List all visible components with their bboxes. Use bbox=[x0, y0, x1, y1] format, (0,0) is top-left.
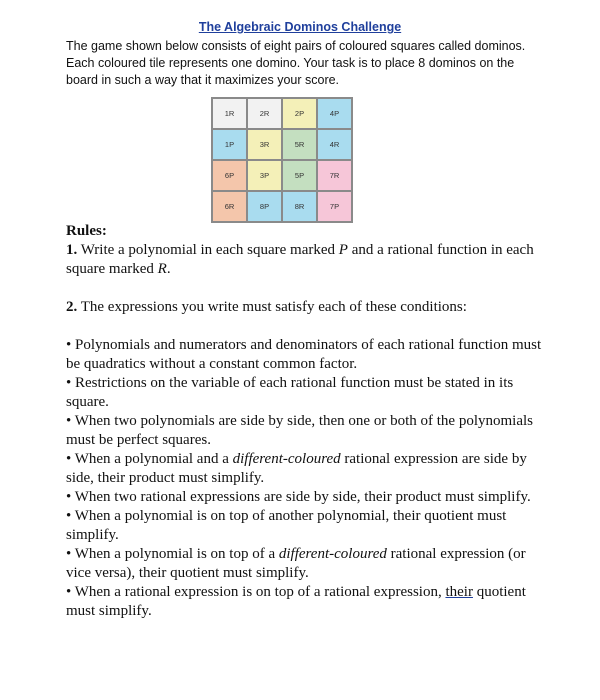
rule-2-text: The expressions you write must satisfy each of these conditions: bbox=[80, 299, 467, 315]
board-cell: 6P bbox=[213, 161, 246, 190]
bullet-6: • When a polynomial is on top of another polynomial, their quotient must simplify. bbox=[66, 508, 507, 543]
board-cell: 5R bbox=[283, 130, 316, 159]
rule-2-number: 2. bbox=[66, 299, 78, 315]
bullet-7 bbox=[66, 545, 546, 583]
rule-1 bbox=[66, 241, 546, 279]
board-cell: 3R bbox=[248, 130, 281, 159]
bullet-4-a: • When a polynomial and a bbox=[66, 451, 233, 467]
board-cell: 8R bbox=[283, 192, 316, 221]
bullet-4-italic: different-coloured bbox=[232, 451, 341, 467]
board-cell: 5P bbox=[283, 161, 316, 190]
board-cell: 7R bbox=[318, 161, 351, 190]
bullet-8 bbox=[66, 583, 546, 621]
rule-2 bbox=[66, 298, 546, 317]
rules-heading: Rules: bbox=[66, 223, 107, 239]
board-cell: 6R bbox=[213, 192, 246, 221]
rule-1-r: R bbox=[157, 261, 167, 277]
rule-1-number: 1. bbox=[66, 242, 78, 258]
bullet-7-italic: different-coloured bbox=[278, 546, 387, 562]
rules-section bbox=[66, 222, 546, 621]
bullet-8-a: • When a rational expression is on top of a rational expression, bbox=[66, 584, 446, 600]
bullet-8-b: quotient must simplify. bbox=[66, 584, 526, 619]
board-cell: 4P bbox=[318, 99, 351, 128]
bullet-2: • Restrictions on the variable of each rational function must be stated in its square. bbox=[66, 375, 514, 410]
board-cell: 2R bbox=[248, 99, 281, 128]
intro-paragraph: The game shown below consists of eight pairs of coloured squares called dominos. Each coloured tile represents one domino. Your task is to place 8 dominos on the board in such a way that it maximizes your score. bbox=[66, 39, 526, 87]
bullet-7-b: rational expression (or vice versa), their quotient must simplify. bbox=[66, 546, 526, 581]
bullet-1: • Polynomials and numerators and denominators of each rational function must be quadratics without a constant common factor. bbox=[66, 337, 542, 372]
rule-1-p: P bbox=[338, 242, 348, 258]
bullet-5: • When two rational expressions are side by side, their product must simplify. bbox=[66, 489, 531, 505]
rule-1-text-b: and a rational function in each square marked bbox=[66, 242, 534, 277]
bullet-7-a: • When a polynomial is on top of a bbox=[66, 546, 279, 562]
board-cell: 1R bbox=[213, 99, 246, 128]
bullet-4 bbox=[66, 450, 546, 488]
board-cell: 8P bbox=[248, 192, 281, 221]
bullet-4-b: rational expression are side by side, their product must simplify. bbox=[66, 451, 527, 486]
board-cell: 3P bbox=[248, 161, 281, 190]
board-cell: 4R bbox=[318, 130, 351, 159]
bullet-3: • When two polynomials are side by side, then one or both of the polynomials must be perfect squares. bbox=[66, 413, 533, 448]
page-title: The Algebraic Dominos Challenge bbox=[198, 20, 402, 34]
board-cell: 1P bbox=[213, 130, 246, 159]
rule-1-text-c: . bbox=[166, 261, 171, 277]
domino-board bbox=[211, 97, 353, 223]
board-cell: 7P bbox=[318, 192, 351, 221]
rule-1-text-a: Write a polynomial in each square marked bbox=[80, 242, 339, 258]
board-cell: 2P bbox=[283, 99, 316, 128]
bullet-8-underlined: their bbox=[445, 584, 473, 600]
